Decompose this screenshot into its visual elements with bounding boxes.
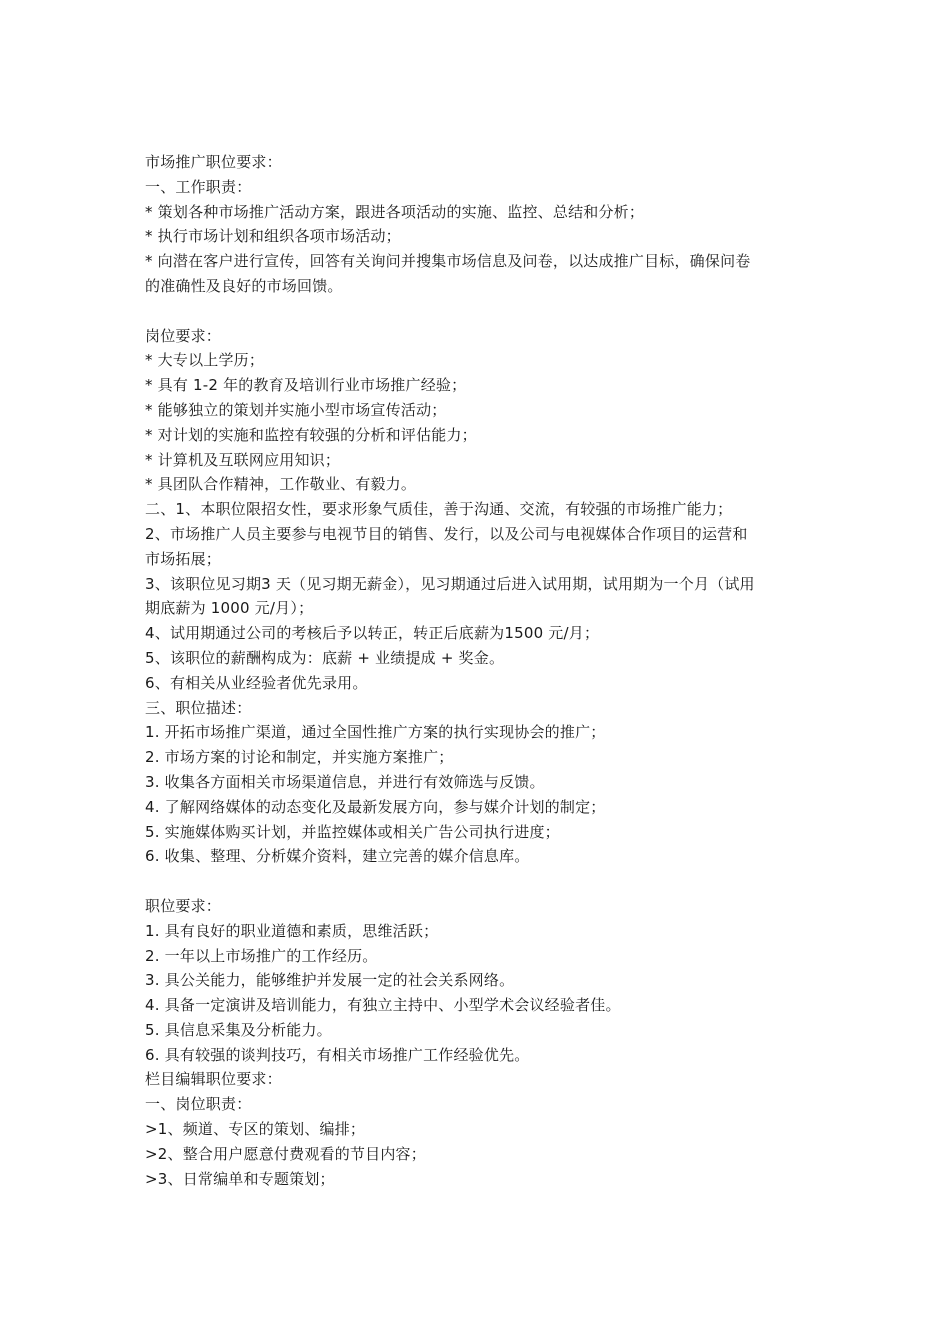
section-heading: 岗位要求： <box>145 326 222 345</box>
text-line: 3. 具公关能力，能够维护并发展一定的社会关系网络。 <box>145 971 515 990</box>
text-line: * 对计划的实施和监控有较强的分析和评估能力； <box>145 425 477 444</box>
text-line: 3. 收集各方面相关市场渠道信息，并进行有效筛选与反馈。 <box>145 772 545 791</box>
section-heading: 一、工作职责： <box>145 177 252 196</box>
section-heading: 三、职位描述： <box>145 698 252 717</box>
text-line: 4、试用期通过公司的考核后予以转正，转正后底薪为1500 元/月； <box>145 624 600 643</box>
text-line: * 策划各种市场推广活动方案，跟进各项活动的实施、监控、总结和分析； <box>145 202 645 221</box>
text-line: >2、整合用户愿意付费观看的节目内容； <box>145 1144 426 1163</box>
text-line: 4. 了解网络媒体的动态变化及最新发展方向，参与媒介计划的制定； <box>145 797 606 816</box>
text-line: * 具团队合作精神，工作敬业、有毅力。 <box>145 475 417 494</box>
text-line: * 具有 1-2 年的教育及培训行业市场推广经验； <box>145 376 467 395</box>
text-line: * 向潜在客户进行宣传，回答有关询问并搜集市场信息及问卷，以达成推广目标，确保问卷 <box>145 252 751 271</box>
text-line: 2、市场推广人员主要参与电视节目的销售、发行，以及公司与电视媒体合作项目的运营和 <box>145 524 748 543</box>
text-line: 4. 具备一定演讲及培训能力，有独立主持中、小型学术会议经验者佳。 <box>145 996 621 1015</box>
text-line: 6. 收集、整理、分析媒介资料，建立完善的媒介信息库。 <box>145 847 530 866</box>
text-line: 的准确性及良好的市场回馈。 <box>145 276 343 295</box>
section-title: 栏目编辑职位要求： <box>145 1070 282 1089</box>
section-heading: 一、岗位职责： <box>145 1095 252 1114</box>
text-line: 2. 一年以上市场推广的工作经历。 <box>145 946 378 965</box>
text-line: * 执行市场计划和组织各项市场活动； <box>145 227 401 246</box>
section-heading: 职位要求： <box>145 896 222 915</box>
text-line: 1. 具有良好的职业道德和素质，思维活跃； <box>145 921 439 940</box>
text-line: >3、日常编单和专题策划； <box>145 1169 335 1188</box>
blank-line <box>145 299 825 324</box>
text-line: >1、频道、专区的策划、编排； <box>145 1120 366 1139</box>
blank-line <box>145 869 825 894</box>
text-line: 6、有相关从业经验者优先录用。 <box>145 673 368 692</box>
section-title: 市场推广职位要求： <box>145 153 282 171</box>
text-line: 二、1、本职位限招女性，要求形象气质佳，善于沟通、交流，有较强的市场推广能力； <box>145 500 733 519</box>
text-line: 5、该职位的薪酬构成为：底薪 + 业绩提成 + 奖金。 <box>145 648 505 667</box>
text-line: 3、该职位见习期3 天（见习期无薪金），见习期通过后进入试用期，试用期为一个月（试用 <box>145 574 755 593</box>
text-line: 5. 具信息采集及分析能力。 <box>145 1020 332 1039</box>
text-line: * 计算机及互联网应用知识； <box>145 450 341 469</box>
text-line: 5. 实施媒体购买计划，并监控媒体或相关广告公司执行进度； <box>145 822 560 841</box>
text-line: 6. 具有较强的谈判技巧，有相关市场推广工作经验优先。 <box>145 1045 530 1064</box>
text-line: * 大专以上学历； <box>145 351 265 370</box>
text-line: 2. 市场方案的讨论和制定，并实施方案推广； <box>145 748 454 767</box>
document-body <box>145 150 825 1191</box>
text-line: 1. 开拓市场推广渠道，通过全国性推广方案的执行实现协会的推广； <box>145 723 606 742</box>
text-line: 期底薪为 1000 元/月）； <box>145 599 314 618</box>
text-line: * 能够独立的策划并实施小型市场宣传活动； <box>145 400 447 419</box>
text-line: 市场拓展； <box>145 549 222 568</box>
